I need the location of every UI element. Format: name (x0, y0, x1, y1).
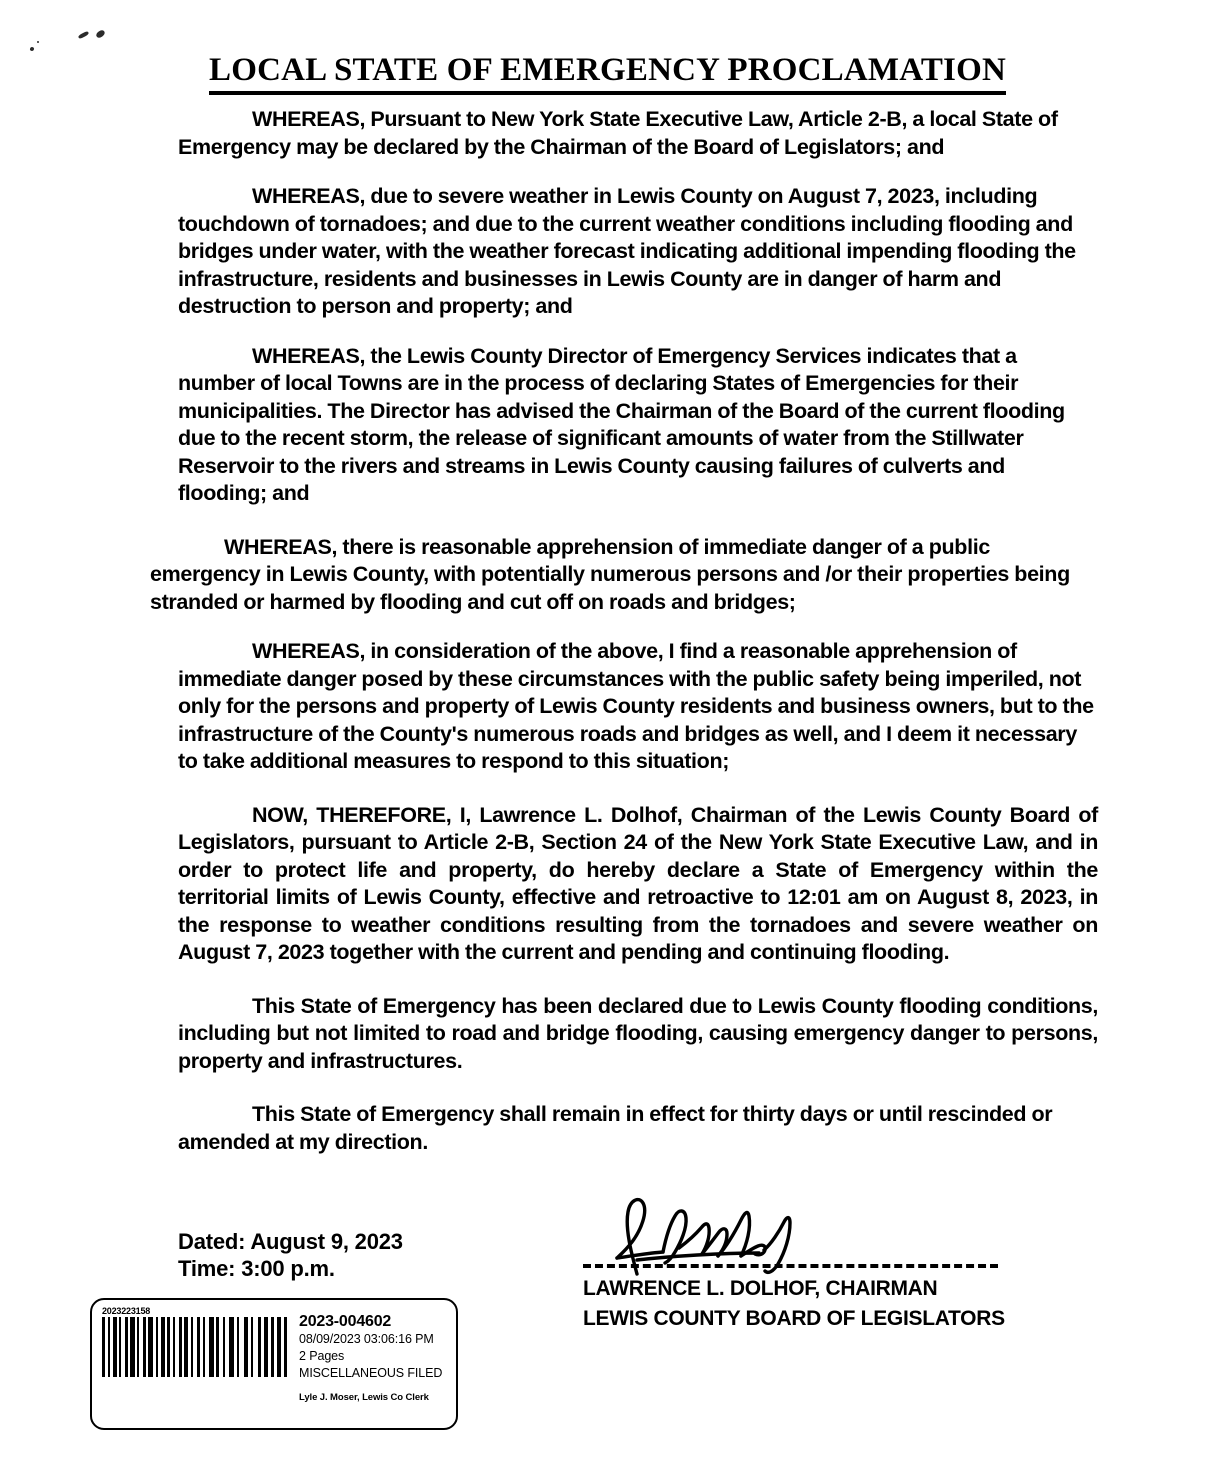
signature-line (583, 1264, 998, 1268)
signatory-name: LAWRENCE L. DOLHOF, CHAIRMAN (583, 1277, 938, 1300)
paragraph-whereas-4: WHEREAS, there is reasonable apprehension of immediate danger of a public emergency in Lewis County, with potentially numerous persons and /or their properties being stranded or harmed by flooding and cut off on roads and bridges; (150, 534, 1070, 614)
signatory-body: LEWIS COUNTY BOARD OF LEGISLATORS (583, 1307, 1005, 1330)
scan-speck-icon (29, 46, 34, 51)
stamp-text-block (299, 1312, 454, 1404)
dated-time-line: Time: 3:00 p.m. (178, 1256, 335, 1281)
stamp-clerk-name: Lyle J. Moser, Lewis Co Clerk (299, 1392, 429, 1403)
dated-date-line: Dated: August 9, 2023 (178, 1229, 403, 1254)
barcode-number: 2023223158 (102, 1306, 151, 1316)
paragraph-now-therefore: NOW, THEREFORE, I, Lawrence L. Dolhof, Chairman of the Lewis County Board of Legislators, pursuant to Article 2-B, Section 24 of the New York State Executive Law, and in order to protect life and property, do hereby declare a State of Emergency within the territorial limits of Lewis County, effective and retroactive to 12:01 am on August 8, 2023, in the response to weather conditions resulting from the tornadoes and severe weather on August 7, 2023 together with the current and pending and continuing flooding. (178, 802, 1098, 964)
document-body (150, 106, 1098, 1178)
paragraph-whereas-2: WHEREAS, due to severe weather in Lewis County on August 7, 2023, including touchdown of tornadoes; and due to the current weather conditions including flooding and bridges under water, with the weather forecast indicating additional impending flooding the infrastructure, residents and businesses in Lewis County are in danger of harm and destruction to person and property; and (178, 184, 1076, 318)
barcode (102, 1306, 290, 1377)
paragraph-declaration-basis: This State of Emergency has been declared due to Lewis County flooding conditions, including but not limited to road and bridge flooding, causing emergency danger to persons, property and infrastructures. (178, 993, 1098, 1073)
scan-speck-icon (78, 31, 90, 40)
barcode-bars-icon (102, 1317, 287, 1377)
stamp-filed-datetime: 08/09/2023 03:06:16 PM (299, 1332, 434, 1346)
page-title-text: LOCAL STATE OF EMERGENCY PROCLAMATION (209, 52, 1006, 95)
stamp-document-id: 2023-004602 (299, 1313, 392, 1330)
signature-area (583, 1194, 1053, 1272)
stamp-filing-type: MISCELLANEOUS FILED (299, 1366, 443, 1380)
scan-speck-icon (95, 29, 106, 39)
signature-block (583, 1194, 1053, 1332)
stamp-page-count: 2 Pages (299, 1349, 345, 1363)
paragraph-whereas-3: WHEREAS, the Lewis County Director of Emergency Services indicates that a number of local Towns are in the process of declaring States of Emergencies for their municipalities. The Director has advised the Chairman of the Board of the current flooding due to the recent storm, the release of significant amounts of water from the Stillwater Reservoir to the rivers and streams in Lewis County causing failures of culverts and flooding; and (178, 343, 1065, 505)
page-title (0, 52, 1215, 95)
paragraph-duration: This State of Emergency shall remain in effect for thirty days or until rescinded or amended at my direction. (178, 1102, 1053, 1154)
clerk-filing-stamp (90, 1298, 458, 1430)
dated-block (178, 1228, 403, 1282)
paragraph-whereas-1: WHEREAS, Pursuant to New York State Executive Law, Article 2-B, a local State of Emergency may be declared by the Chairman of the Board of Legislators; and (178, 107, 1058, 159)
paragraph-whereas-5: WHEREAS, in consideration of the above, I find a reasonable apprehension of immediate danger posed by these circumstances with the public safety being imperiled, not only for the persons and property of Lewis County residents and business owners, but to the infrastructure of the County's numerous roads and bridges as well, and I deem it necessary to take additional measures to respond to this situation; (178, 639, 1094, 773)
scan-speck-icon (37, 41, 39, 43)
